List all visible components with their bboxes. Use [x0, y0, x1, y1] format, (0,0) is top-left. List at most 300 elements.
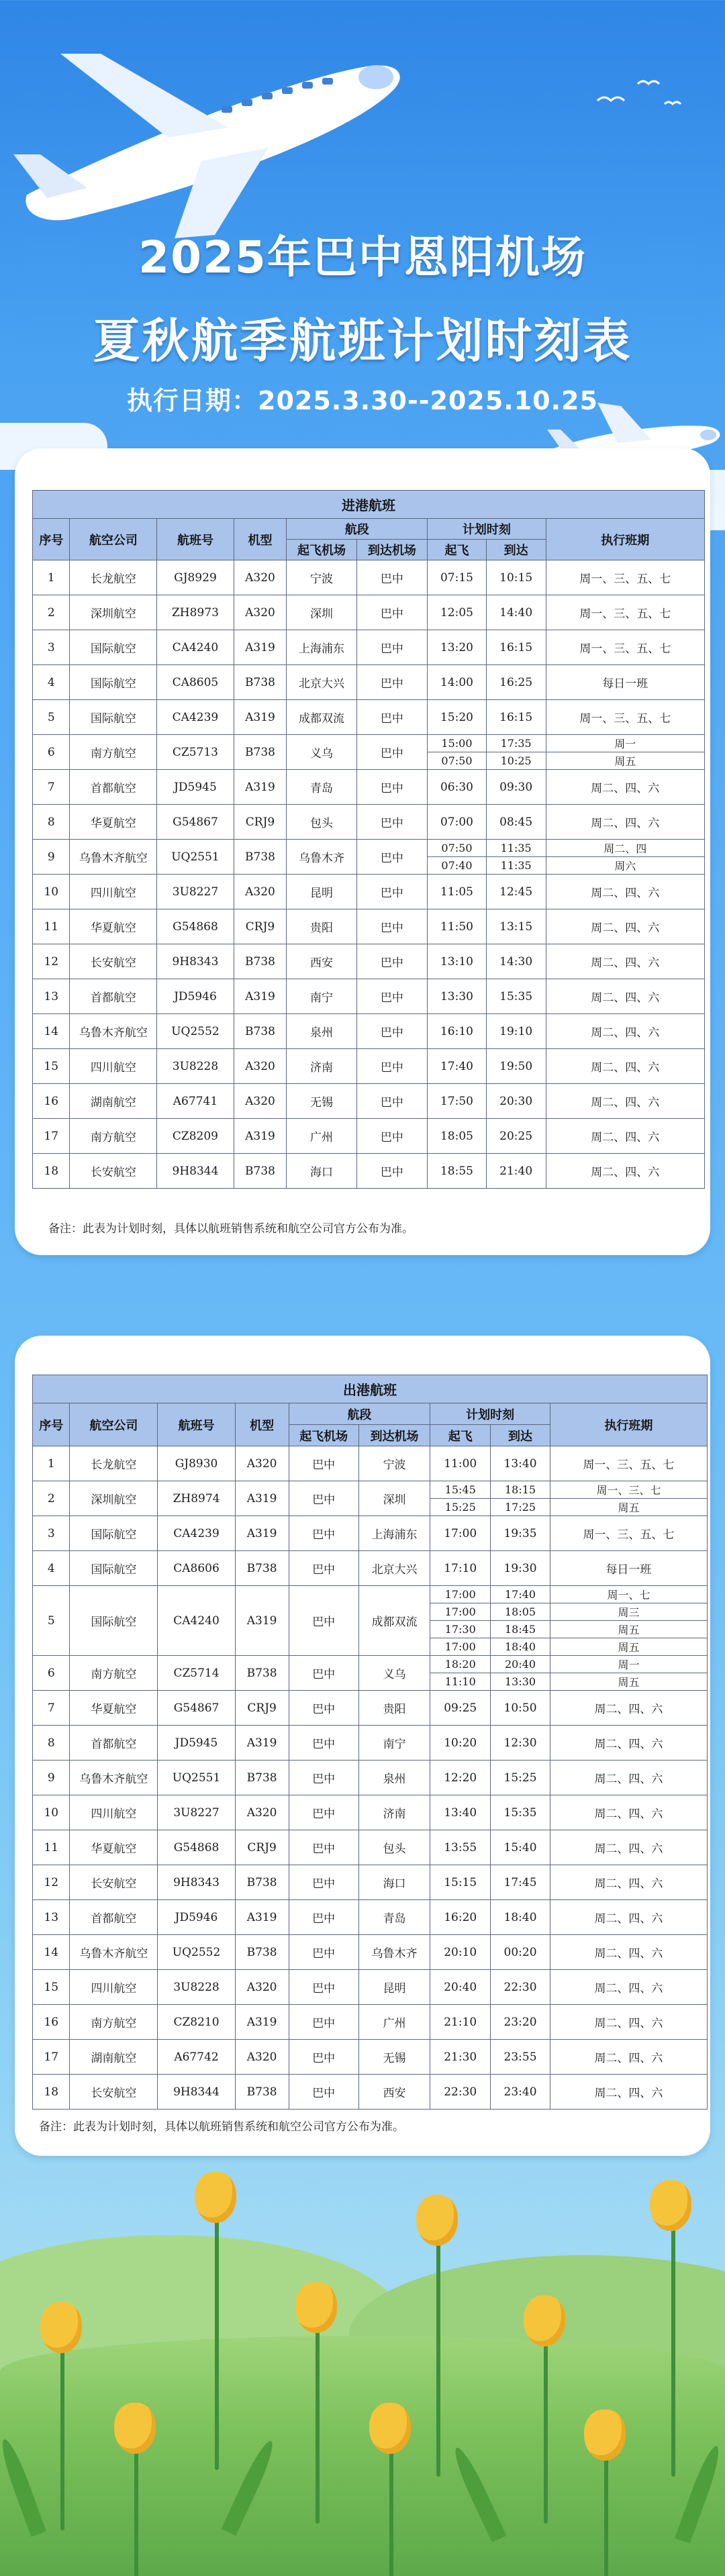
arrival-airport: 包头 [358, 1830, 430, 1865]
arrival-time: 23:55 [491, 2040, 550, 2075]
departure-airport: 宁波 [287, 560, 356, 595]
departure-airport: 巴中 [289, 1551, 358, 1586]
arrival-airport: 巴中 [356, 665, 427, 700]
operating-days: 周二、四、六 [546, 1049, 704, 1084]
tulip-icon [416, 2195, 458, 2246]
departure-time: 15:25 [430, 1499, 491, 1516]
flight-number: CZ8210 [158, 2005, 235, 2040]
row-index: 2 [33, 1481, 70, 1516]
departure-airport: 义乌 [287, 735, 356, 770]
aircraft-type: CRJ9 [234, 805, 287, 840]
col-schedule: 计划时刻 [428, 519, 546, 540]
table-row [33, 1726, 708, 1761]
departure-time: 15:00 [428, 735, 487, 752]
row-index: 17 [33, 2040, 70, 2075]
flight-number: CA4240 [157, 630, 234, 665]
operating-days: 每日一班 [546, 665, 704, 700]
flight-number: GJ8930 [158, 1446, 235, 1481]
row-index: 17 [33, 1119, 70, 1154]
flight-number: G54867 [157, 805, 234, 840]
row-index: 9 [33, 1761, 70, 1795]
operating-days: 周二、四、六 [550, 2040, 707, 2075]
tulip-stem [316, 2309, 320, 2524]
departure-time: 15:45 [430, 1481, 491, 1499]
airline-cell: 首都航空 [70, 1726, 158, 1761]
departure-airport: 巴中 [289, 1935, 358, 1970]
table-row [33, 2075, 708, 2110]
departure-time: 07:50 [428, 840, 487, 857]
arrival-time: 10:50 [491, 1691, 550, 1726]
departure-airport: 巴中 [289, 1656, 358, 1691]
flight-number: A67741 [157, 1084, 234, 1119]
arrival-airport: 北京大兴 [358, 1551, 430, 1586]
operating-days: 周一、三、五、七 [546, 700, 704, 735]
departure-airport: 巴中 [289, 2005, 358, 2040]
col-flight: 航班号 [157, 519, 234, 560]
arrival-time: 18:40 [491, 1638, 550, 1656]
departure-airport: 巴中 [289, 2040, 358, 2075]
table-row [33, 1691, 708, 1726]
tulip-stem [60, 2329, 64, 2530]
departure-airport: 包头 [287, 805, 356, 840]
row-index: 1 [33, 560, 70, 595]
effective-dates: 执行日期：2025.3.30--2025.10.25 [127, 386, 598, 415]
airline-cell: 湖南航空 [70, 1084, 157, 1119]
aircraft-type: CRJ9 [235, 1691, 289, 1726]
departure-airport: 青岛 [287, 770, 356, 805]
aircraft-type: B738 [235, 2075, 289, 2110]
arrival-time: 23:20 [491, 2005, 550, 2040]
col-days: 执行班期 [546, 519, 704, 560]
table-row [33, 1970, 708, 2005]
tulip-field [0, 2148, 725, 2576]
departure-time: 11:00 [430, 1446, 491, 1481]
aircraft-type: A320 [235, 1970, 289, 2005]
col-airline: 航空公司 [70, 1403, 158, 1446]
arrival-time: 13:40 [491, 1446, 550, 1481]
flight-number: UQ2551 [158, 1761, 235, 1795]
tulip-stem [671, 2208, 675, 2477]
departure-airport: 巴中 [289, 1726, 358, 1761]
flight-number: 3U8227 [158, 1795, 235, 1830]
tulip-icon [40, 2302, 82, 2353]
departure-airport: 泉州 [287, 1014, 356, 1049]
operating-days: 周二、四、六 [550, 1900, 707, 1935]
flight-number: 3U8227 [157, 875, 234, 909]
arrival-time: 15:40 [491, 1830, 550, 1865]
operating-days: 周五 [550, 1638, 707, 1656]
arrival-time: 16:25 [486, 665, 546, 700]
row-index: 8 [33, 1726, 70, 1761]
col-arr-airport: 到达机场 [358, 1425, 430, 1446]
arrivals-card [15, 448, 710, 1255]
table-row [33, 1516, 708, 1551]
departures-card [15, 1336, 710, 2156]
leaf [675, 2443, 724, 2543]
table-row [33, 1900, 708, 1935]
arrival-time: 18:15 [491, 1481, 550, 1499]
table-row [33, 1795, 708, 1830]
row-index: 6 [33, 735, 70, 770]
arrival-airport: 上海浦东 [358, 1516, 430, 1551]
aircraft-type: A320 [235, 1795, 289, 1830]
arrival-time: 20:25 [486, 1119, 546, 1154]
table-row [33, 735, 705, 752]
departure-airport: 巴中 [289, 1691, 358, 1726]
arrivals-table [32, 490, 705, 1189]
table-row [33, 2040, 708, 2075]
operating-days: 周二、四、六 [546, 944, 704, 979]
airline-cell: 湖南航空 [70, 2040, 158, 2075]
arrival-time: 18:05 [491, 1603, 550, 1621]
row-index: 11 [33, 909, 70, 944]
flight-number: G54868 [158, 1830, 235, 1865]
departure-time: 17:40 [428, 1049, 487, 1084]
tulip-icon [114, 2403, 156, 2454]
departure-airport: 南宁 [287, 979, 356, 1014]
aircraft-type: B738 [234, 1014, 287, 1049]
aircraft-type: A319 [234, 979, 287, 1014]
arrival-time: 19:10 [486, 1014, 546, 1049]
tulip-icon [524, 2295, 565, 2346]
departure-airport: 巴中 [289, 1481, 358, 1516]
col-index: 序号 [33, 1403, 70, 1446]
aircraft-type: A319 [235, 1900, 289, 1935]
operating-days: 周二、四、六 [550, 1795, 707, 1830]
arrival-airport: 巴中 [356, 805, 427, 840]
arrival-time: 22:30 [491, 1970, 550, 2005]
departure-airport: 贵阳 [287, 909, 356, 944]
flight-number: 9H8344 [158, 2075, 235, 2110]
departure-airport: 乌鲁木齐 [287, 840, 356, 875]
departure-airport: 济南 [287, 1049, 356, 1084]
operating-days: 周六 [546, 857, 704, 875]
airline-cell: 国际航空 [70, 630, 157, 665]
airline-cell: 长安航空 [70, 1154, 157, 1189]
departure-time: 18:55 [428, 1154, 487, 1189]
arrival-airport: 巴中 [356, 1014, 427, 1049]
birds-icon [591, 67, 685, 121]
aircraft-type: A320 [234, 875, 287, 909]
tulip-stem [544, 2322, 548, 2524]
airline-cell: 长安航空 [70, 944, 157, 979]
flight-number: G54868 [157, 909, 234, 944]
departure-airport: 巴中 [289, 1795, 358, 1830]
row-index: 4 [33, 1551, 70, 1586]
row-index: 15 [33, 1970, 70, 2005]
flight-number: CA8605 [157, 665, 234, 700]
airline-cell: 长龙航空 [70, 560, 157, 595]
operating-days: 周二、四、六 [550, 1970, 707, 2005]
aircraft-type: A320 [234, 560, 287, 595]
arrival-airport: 南宁 [358, 1726, 430, 1761]
col-segment: 航段 [289, 1403, 430, 1425]
arrival-airport: 巴中 [356, 560, 427, 595]
tulip-icon [650, 2180, 691, 2231]
arrival-airport: 巴中 [356, 595, 427, 630]
operating-days: 周一 [550, 1656, 707, 1673]
table-row [33, 840, 705, 857]
aircraft-type: B738 [234, 665, 287, 700]
arrival-time: 12:30 [491, 1726, 550, 1761]
arrival-time: 17:35 [486, 735, 546, 752]
departure-time: 22:30 [430, 2075, 491, 2110]
departure-time: 07:40 [428, 857, 487, 875]
flight-number: A67742 [158, 2040, 235, 2075]
operating-days: 周一、三、五、七 [550, 1446, 707, 1481]
row-index: 12 [33, 1865, 70, 1900]
arrival-airport: 巴中 [356, 630, 427, 665]
airline-cell: 华夏航空 [70, 805, 157, 840]
airline-cell: 南方航空 [70, 2005, 158, 2040]
aircraft-type: B738 [235, 1761, 289, 1795]
arrival-airport: 巴中 [356, 1049, 427, 1084]
table-row [33, 1551, 708, 1586]
arrival-time: 17:45 [491, 1865, 550, 1900]
departure-time: 17:10 [430, 1551, 491, 1586]
arrival-time: 13:30 [491, 1673, 550, 1691]
flight-number: JD5945 [157, 770, 234, 805]
departure-time: 17:00 [430, 1516, 491, 1551]
arrival-time: 12:45 [486, 875, 546, 909]
departure-time: 17:00 [430, 1638, 491, 1656]
flight-number: 9H8343 [157, 944, 234, 979]
airline-cell: 乌鲁木齐航空 [70, 1935, 158, 1970]
arrival-time: 16:15 [486, 630, 546, 665]
table-row [33, 944, 705, 979]
aircraft-type: B738 [235, 1551, 289, 1586]
departure-airport: 巴中 [289, 1586, 358, 1656]
departure-airport: 广州 [287, 1119, 356, 1154]
col-arr-airport: 到达机场 [356, 540, 427, 560]
row-index: 12 [33, 944, 70, 979]
operating-days: 周五 [550, 1673, 707, 1691]
departure-time: 17:50 [428, 1084, 487, 1119]
arrivals-caption: 进港航班 [33, 491, 705, 519]
operating-days: 周三 [550, 1603, 707, 1621]
tulip-stem [215, 2201, 219, 2470]
table-row [33, 1084, 705, 1119]
flight-number: G54867 [158, 1691, 235, 1726]
arrival-airport: 义乌 [358, 1656, 430, 1691]
arrival-airport: 深圳 [358, 1481, 430, 1516]
table-row [33, 1586, 708, 1603]
airline-cell: 首都航空 [70, 979, 157, 1014]
tulip-icon [195, 2172, 236, 2223]
departure-time: 18:05 [428, 1119, 487, 1154]
airline-cell: 南方航空 [70, 735, 157, 770]
col-aircraft: 机型 [235, 1403, 289, 1446]
arrival-airport: 无锡 [358, 2040, 430, 2075]
departure-time: 15:15 [430, 1865, 491, 1900]
airline-cell: 首都航空 [70, 1900, 158, 1935]
arrival-time: 17:40 [491, 1586, 550, 1603]
arrival-airport: 巴中 [356, 700, 427, 735]
arrivals-note: 备注：此表为计划时刻，具体以航班销售系统和航空公司官方公布为准。 [48, 1222, 414, 1236]
col-dep-time: 起飞 [428, 540, 487, 560]
flight-number: 3U8228 [157, 1049, 234, 1084]
departure-time: 11:05 [428, 875, 487, 909]
operating-days: 周一、七 [550, 1586, 707, 1603]
aircraft-type: A319 [234, 630, 287, 665]
flight-number: ZH8974 [158, 1481, 235, 1516]
airline-cell: 华夏航空 [70, 1691, 158, 1726]
airline-cell: 长安航空 [70, 1865, 158, 1900]
arrival-time: 21:40 [486, 1154, 546, 1189]
table-row [33, 2005, 708, 2040]
operating-days: 周五 [550, 1621, 707, 1638]
departure-airport: 无锡 [287, 1084, 356, 1119]
flight-number: UQ2551 [157, 840, 234, 875]
row-index: 3 [33, 1516, 70, 1551]
col-schedule: 计划时刻 [430, 1403, 550, 1425]
table-row [33, 979, 705, 1014]
row-index: 1 [33, 1446, 70, 1481]
arrival-time: 14:30 [486, 944, 546, 979]
operating-days: 周二、四、六 [550, 1691, 707, 1726]
airline-cell: 乌鲁木齐航空 [70, 1014, 157, 1049]
arrival-time: 15:25 [491, 1761, 550, 1795]
arrival-airport: 巴中 [356, 770, 427, 805]
row-index: 7 [33, 770, 70, 805]
departure-time: 20:40 [430, 1970, 491, 2005]
departure-airport: 巴中 [289, 1900, 358, 1935]
departure-time: 06:30 [428, 770, 487, 805]
table-row [33, 805, 705, 840]
departures-body [33, 1446, 708, 2110]
arrivals-body [33, 560, 705, 1189]
departure-time: 15:20 [428, 700, 487, 735]
operating-days: 周二、四、六 [550, 1830, 707, 1865]
row-index: 8 [33, 805, 70, 840]
departure-airport: 北京大兴 [287, 665, 356, 700]
arrival-time: 00:20 [491, 1935, 550, 1970]
operating-days: 周二、四、六 [546, 1154, 704, 1189]
airline-cell: 长龙航空 [70, 1446, 158, 1481]
departure-time: 09:25 [430, 1691, 491, 1726]
airline-cell: 首都航空 [70, 770, 157, 805]
departure-time: 07:00 [428, 805, 487, 840]
arrival-airport: 巴中 [356, 840, 427, 875]
aircraft-type: CRJ9 [234, 909, 287, 944]
arrival-time: 16:15 [486, 700, 546, 735]
airline-cell: 国际航空 [70, 1516, 158, 1551]
arrival-time: 10:15 [486, 560, 546, 595]
airline-cell: 长安航空 [70, 2075, 158, 2110]
operating-days: 周二、四、六 [546, 875, 704, 909]
col-flight: 航班号 [158, 1403, 235, 1446]
table-row [33, 1830, 708, 1865]
table-row [33, 1761, 708, 1795]
flight-number: JD5946 [158, 1900, 235, 1935]
tulip-icon [295, 2282, 337, 2333]
flight-number: CA4239 [157, 700, 234, 735]
col-dep-time: 起飞 [430, 1425, 491, 1446]
aircraft-type: A319 [234, 770, 287, 805]
departure-airport: 上海浦东 [287, 630, 356, 665]
arrival-airport: 巴中 [356, 944, 427, 979]
page-title-line1: 2025年巴中恩阳机场 [138, 232, 587, 283]
table-row [33, 1014, 705, 1049]
arrival-time: 10:25 [486, 752, 546, 770]
arrival-time: 11:35 [486, 840, 546, 857]
airline-cell: 乌鲁木齐航空 [70, 840, 157, 875]
operating-days: 每日一班 [550, 1551, 707, 1586]
aircraft-type: A320 [234, 1084, 287, 1119]
leaf [221, 2438, 278, 2536]
aircraft-type: B738 [234, 1154, 287, 1189]
col-dep-airport: 起飞机场 [289, 1425, 358, 1446]
arrival-time: 15:35 [486, 979, 546, 1014]
departure-airport: 巴中 [289, 1830, 358, 1865]
departure-time: 18:20 [430, 1656, 491, 1673]
airplane-illustration [0, 27, 416, 242]
operating-days: 周二、四、六 [550, 1761, 707, 1795]
table-row [33, 630, 705, 665]
flight-number: JD5946 [157, 979, 234, 1014]
operating-days: 周五 [546, 752, 704, 770]
arrival-time: 08:45 [486, 805, 546, 840]
operating-days: 周一、三、五、七 [546, 560, 704, 595]
table-row [33, 1865, 708, 1900]
arrival-time: 19:30 [491, 1551, 550, 1586]
aircraft-type: B738 [234, 944, 287, 979]
departure-airport: 成都双流 [287, 700, 356, 735]
airline-cell: 国际航空 [70, 1586, 158, 1656]
operating-days: 周二、四、六 [550, 1726, 707, 1761]
departure-airport: 巴中 [289, 2075, 358, 2110]
table-row [33, 1049, 705, 1084]
arrival-time: 19:50 [486, 1049, 546, 1084]
aircraft-type: A319 [235, 1586, 289, 1656]
arrival-time: 18:40 [491, 1900, 550, 1935]
departure-time: 17:00 [430, 1586, 491, 1603]
row-index: 5 [33, 1586, 70, 1656]
table-row [33, 560, 705, 595]
table-row [33, 665, 705, 700]
airline-cell: 四川航空 [70, 1970, 158, 2005]
col-index: 序号 [33, 519, 70, 560]
arrival-airport: 海口 [358, 1865, 430, 1900]
departures-table [32, 1375, 708, 2110]
aircraft-type: B738 [235, 1656, 289, 1691]
table-row [33, 909, 705, 944]
departure-time: 07:50 [428, 752, 487, 770]
aircraft-type: A319 [235, 1516, 289, 1551]
tulip-stem [436, 2222, 440, 2477]
arrival-time: 19:35 [491, 1516, 550, 1551]
departure-time: 20:10 [430, 1935, 491, 1970]
flight-number: GJ8929 [157, 560, 234, 595]
flight-number: CZ5713 [157, 735, 234, 770]
row-index: 11 [33, 1830, 70, 1865]
departure-airport: 巴中 [289, 1865, 358, 1900]
arrival-time: 20:40 [491, 1656, 550, 1673]
departure-time: 10:20 [430, 1726, 491, 1761]
departures-caption: 出港航班 [33, 1375, 708, 1403]
airline-cell: 深圳航空 [70, 595, 157, 630]
aircraft-type: A319 [235, 1481, 289, 1516]
departure-airport: 巴中 [289, 1446, 358, 1481]
arrival-time: 14:40 [486, 595, 546, 630]
aircraft-type: A319 [234, 1119, 287, 1154]
row-index: 14 [33, 1935, 70, 1970]
row-index: 13 [33, 1900, 70, 1935]
departure-time: 13:10 [428, 944, 487, 979]
flight-number: ZH8973 [157, 595, 234, 630]
arrival-airport: 巴中 [356, 735, 427, 770]
operating-days: 周二、四、六 [546, 1014, 704, 1049]
